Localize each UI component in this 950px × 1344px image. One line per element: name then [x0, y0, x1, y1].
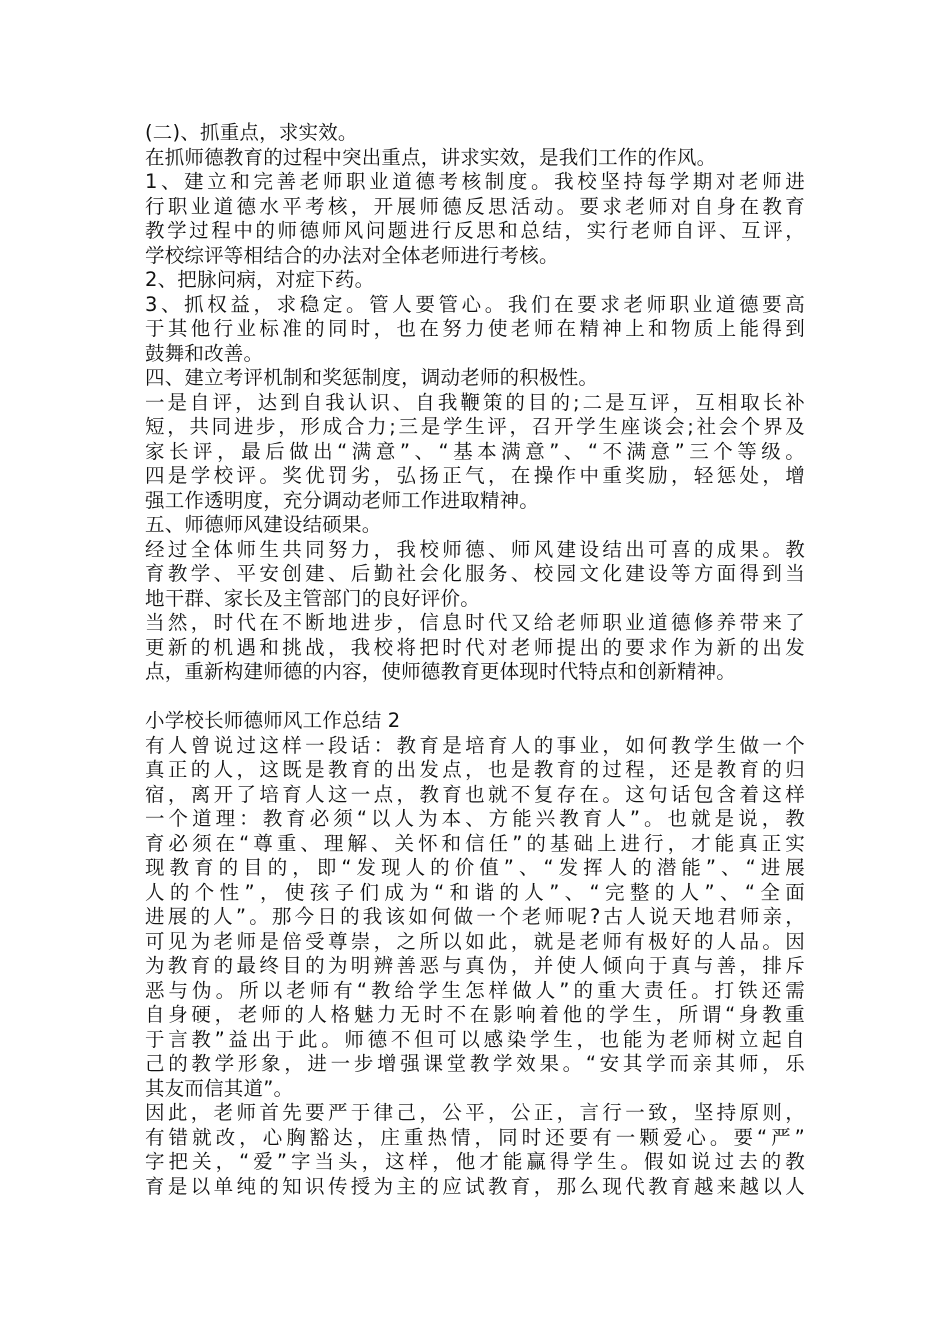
text-line: 育必须在“尊重、理解、关怀和信任”的基础上进行，才能真正实 [145, 831, 805, 855]
text-line: 家长评，最后做出“满意”、“基本满意”、“不满意”三个等级。 [145, 439, 805, 463]
text-line: 自身硬，老师的人格魅力无时不在影响着他的学生，所谓“身教重 [145, 1003, 805, 1026]
text-line: 现教育的目的，即“发现人的价值”、“发挥人的潜能”、“进展 [145, 856, 805, 879]
text-line: 一是自评，达到自我认识、自我鞭策的目的;二是互评，互相取长补 [145, 390, 805, 414]
text-line: 1、建立和完善老师职业道德考核制度。我校坚持每学期对老师进 [145, 170, 805, 193]
text-line: 短，共同进步，形成合力;三是学生评，召开学生座谈会;社会个界及 [145, 415, 805, 438]
text-line: 四、建立考评机制和奖惩制度，调动老师的积极性。 [145, 366, 599, 389]
text-line: 字把关，“爱”字当头，这样，他才能赢得学生。假如说过去的教 [145, 1150, 805, 1173]
text-line: 更新的机遇和挑战，我校将把时代对老师提出的要求作为新的出发 [145, 635, 805, 659]
text-line: 四是学校评。奖优罚劣，弘扬正气，在操作中重奖励，轻惩处，增 [145, 464, 805, 487]
document-body [145, 121, 805, 1199]
text-line: 人的个性”，使孩子们成为“和谐的人”、“完整的人”、“全面 [145, 880, 805, 904]
text-line: 有错就改，心胸豁达，庄重热情，同时还要有一颗爱心。要“严” [145, 1125, 805, 1149]
text-line: 育教学、平安创建、后勤社会化服务、校园文化建设等方面得到当 [145, 562, 805, 585]
text-line: 教学过程中的师德师风问题进行反思和总结，实行老师自评、互评， [145, 219, 805, 242]
section-heading: 小学校长师德师风工作总结 2 [145, 709, 401, 732]
text-line: 于其他行业标准的同时，也在努力使老师在精神上和物质上能得到 [145, 317, 805, 340]
text-line: 学校综评等相结合的办法对全体老师进行考核。 [145, 243, 559, 267]
text-line: 其友而信其道”。 [145, 1076, 294, 1100]
text-line: 因此，老师首先要严于律己，公平，公正，言行一致，坚持原则， [145, 1101, 805, 1124]
text-line: 地干群、家长及主管部门的良好评价。 [145, 586, 480, 610]
text-line: 3、抓权益，求稳定。管人要管心。我们在要求老师职业道德要高 [145, 292, 805, 316]
text-line: 育是以单纯的知识传授为主的应试教育，那么现代教育越来越以人 [145, 1174, 805, 1198]
text-line: 可见为老师是倍受尊崇，之所以如此，就是老师有极好的人品。因 [145, 929, 805, 953]
text-line: 鼓舞和改善。 [145, 341, 264, 365]
blank-line [145, 685, 805, 710]
text-line: 当然，时代在不断地进步，信息时代又给老师职业道德修养带来了 [145, 611, 805, 634]
text-line: (二)、抓重点，求实效。 [145, 121, 358, 144]
text-line: 2、把脉问病，对症下药。 [145, 268, 375, 291]
text-line: 经过全体师生共同努力，我校师德、师风建设结出可喜的成果。教 [145, 537, 805, 561]
text-line: 真正的人，这既是教育的出发点，也是教育的过程，还是教育的归 [145, 758, 805, 781]
text-line: 己的教学形象，进一步增强课堂教学效果。“安其学而亲其师，乐 [145, 1052, 805, 1075]
text-line: 点，重新构建师德的内容，使师德教育更体现时代特点和创新精神。 [145, 660, 737, 683]
text-line: 有人曾说过这样一段话：教育是培育人的事业，如何教学生做一个 [145, 733, 805, 757]
text-line: 强工作透明度，充分调动老师工作进取精神。 [145, 488, 540, 512]
text-line: 一个道理：教育必须“以人为本、方能兴教育人”。也就是说，教 [145, 807, 805, 830]
text-line: 在抓师德教育的过程中突出重点，讲求实效，是我们工作的作风。 [145, 145, 717, 169]
text-line: 五、师德师风建设结硕果。 [145, 513, 382, 536]
text-line: 为教育的最终目的为明辨善恶与真伪，并使人倾向于真与善，排斥 [145, 954, 805, 977]
text-line: 行职业道德水平考核，开展师德反思活动。要求老师对自身在教育 [145, 194, 805, 218]
text-line: 进展的人”。那今日的我该如何做一个老师呢?古人说天地君师亲， [145, 905, 805, 928]
text-line: 于言教”益出于此。师德不但可以感染学生，也能为老师树立起自 [145, 1027, 805, 1051]
text-line: 恶与伪。所以老师有“教给学生怎样做人”的重大责任。打铁还需 [145, 978, 805, 1002]
text-line: 宿，离开了培育人这一点，教育也就不复存在。这句话包含着这样 [145, 782, 805, 806]
